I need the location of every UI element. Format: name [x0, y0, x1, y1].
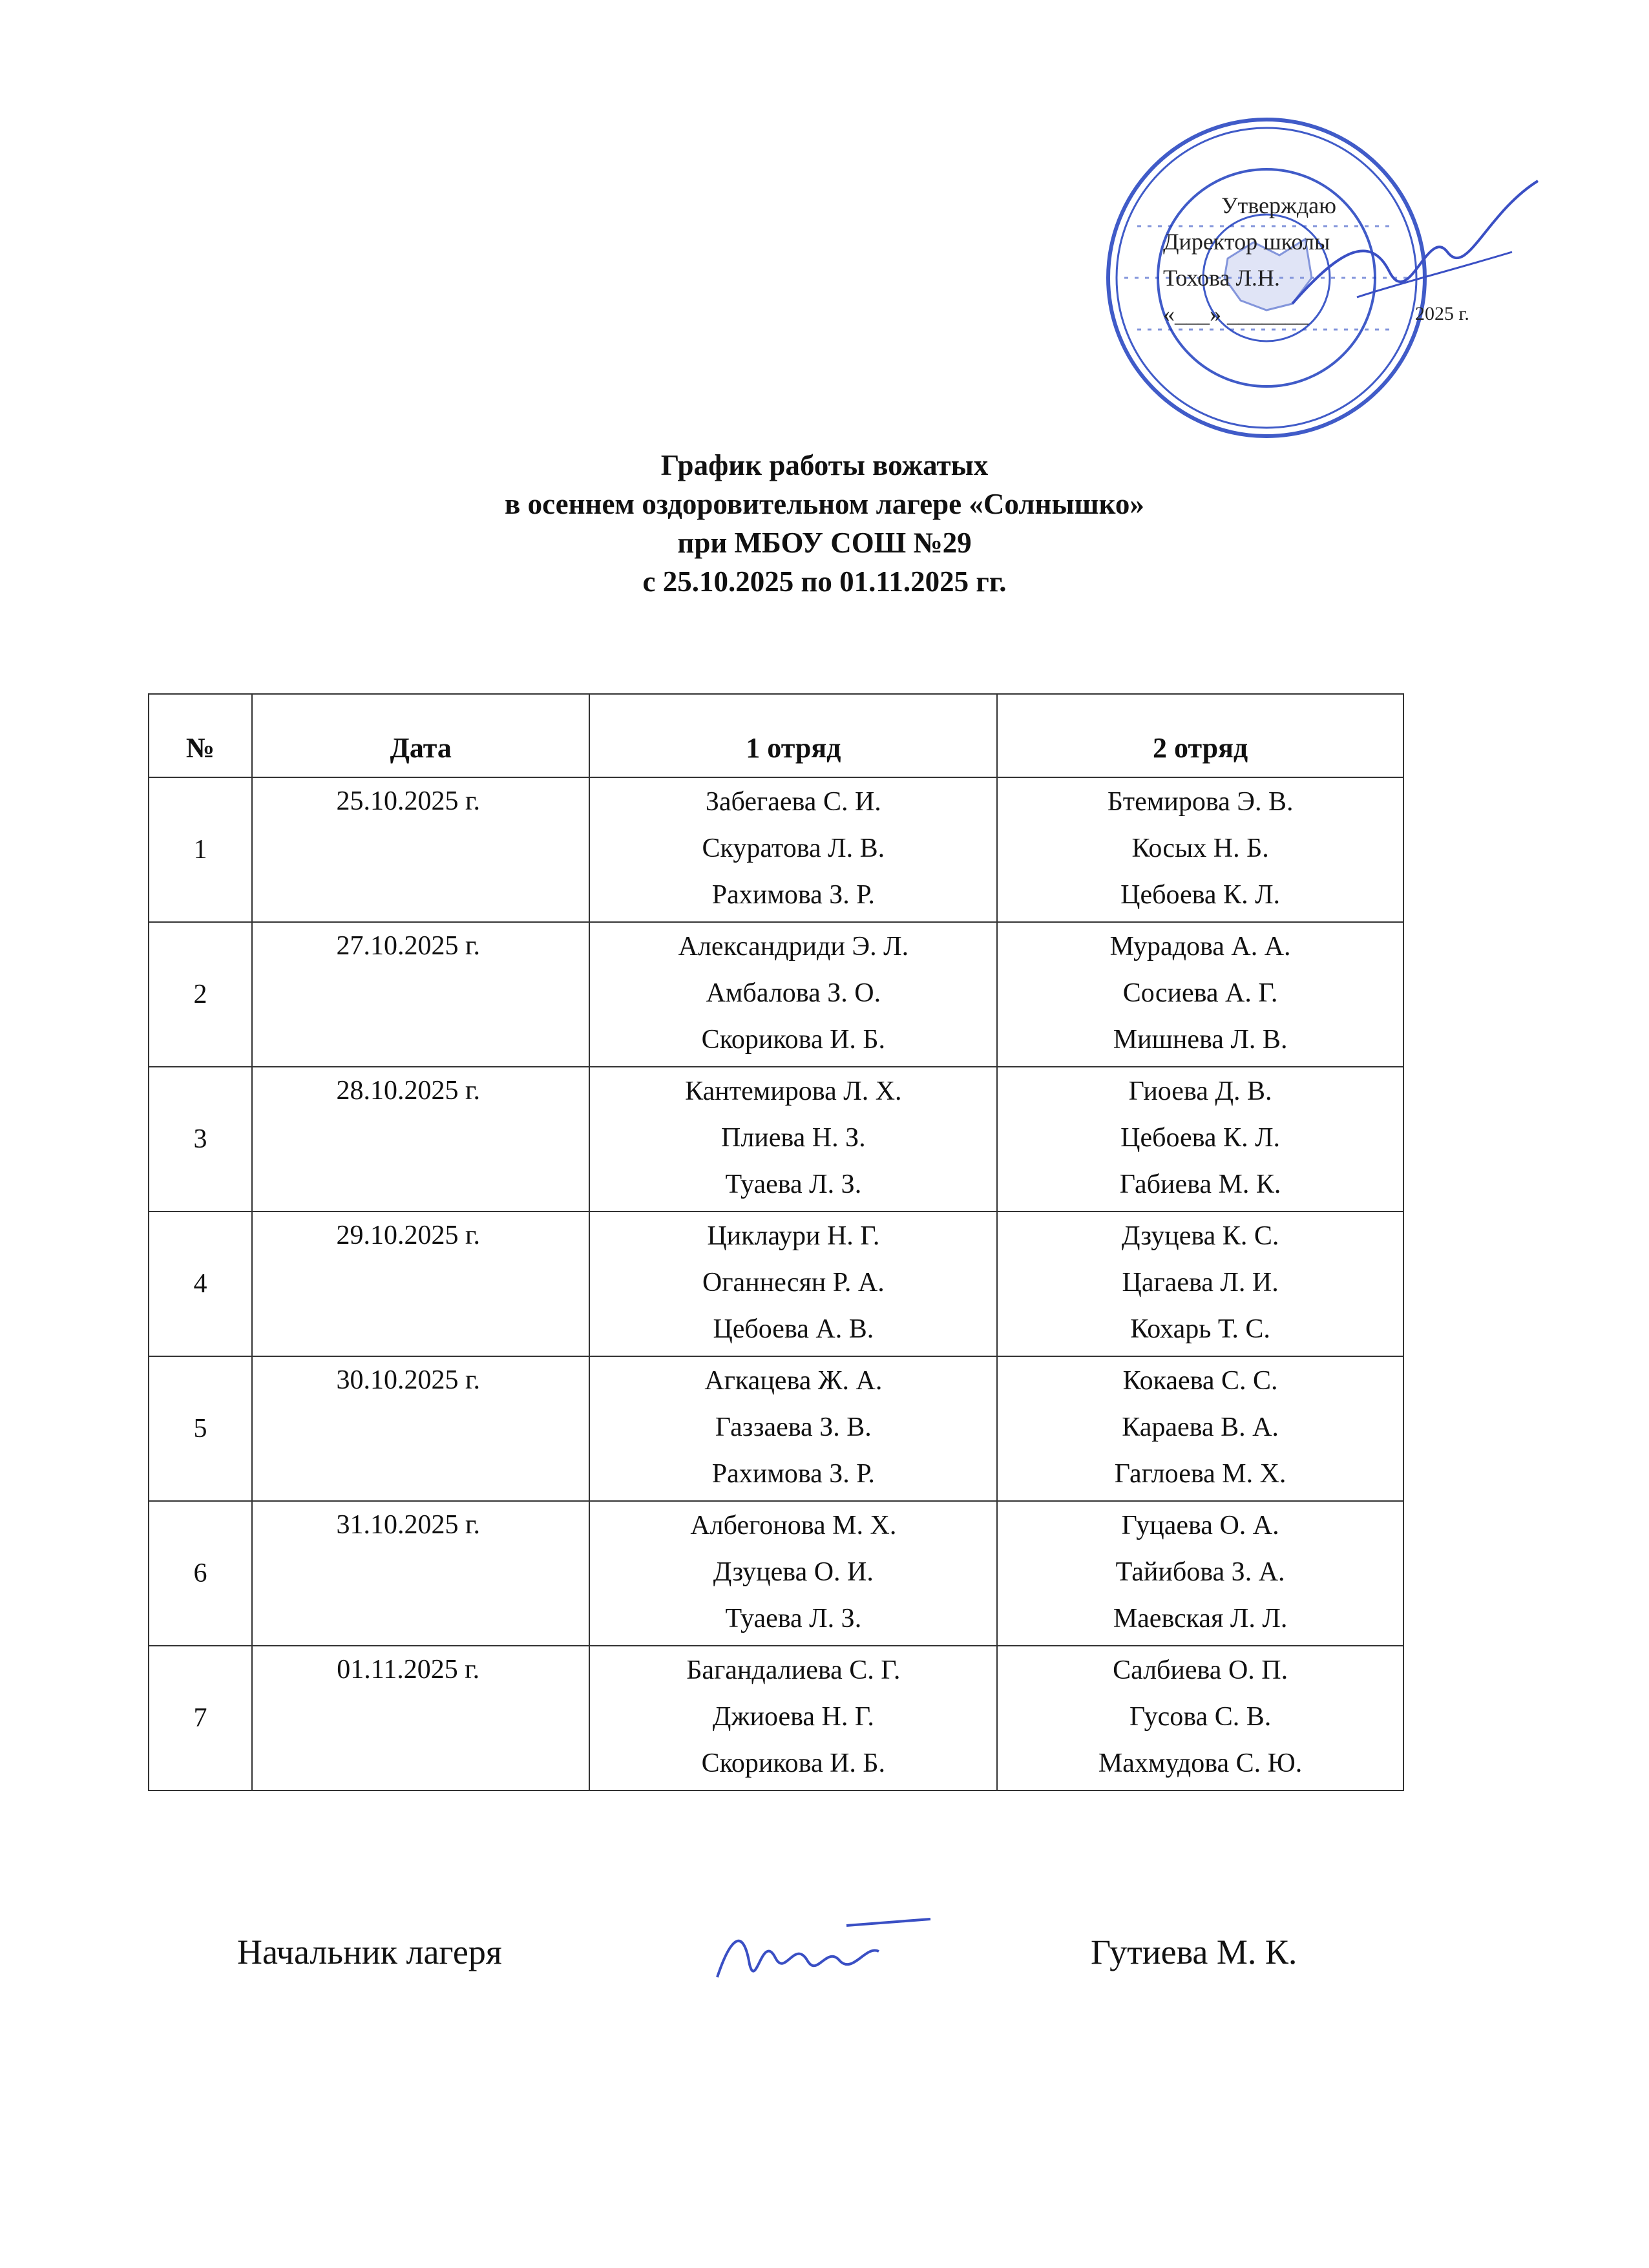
document-title: [0, 446, 1649, 601]
counselor-name: Бтемирова Э. В.: [1107, 787, 1294, 817]
counselor-name: Багандалиева С. Г.: [686, 1655, 901, 1685]
counselor-name: Скорикова И. Б.: [701, 1748, 886, 1778]
row-date: 31.10.2025 г.: [252, 1501, 590, 1646]
counselor-name: Кохарь Т. С.: [1130, 1314, 1270, 1344]
counselor-name: Цебоева К. Л.: [1120, 880, 1281, 910]
counselor-name: Плиева Н. З.: [720, 1123, 866, 1153]
squad-2-names: [997, 1212, 1403, 1356]
counselor-name: Рахимова З. Р.: [711, 880, 875, 910]
camp-head-name: Гутиева М. К.: [1091, 1933, 1297, 1971]
table-row: [149, 1356, 1403, 1501]
squad-1-names: [589, 1356, 997, 1501]
approval-name: Тохова Л.Н.: [1163, 265, 1280, 291]
counselor-name: Рахимова З. Р.: [711, 1459, 875, 1489]
header-squad-1: 1 отряд: [589, 694, 997, 777]
counselor-name: Гиоева Д. В.: [1128, 1076, 1272, 1106]
counselor-name: Туаева Л. З.: [725, 1170, 862, 1199]
counselor-name: Мурадова А. А.: [1109, 932, 1291, 961]
counselor-name: Джиоева Н. Г.: [712, 1702, 874, 1732]
camp-head-title: Начальник лагеря: [237, 1933, 502, 1971]
counselor-name: Александриди Э. Л.: [678, 932, 909, 961]
counselor-name: Циклаури Н. Г.: [707, 1221, 880, 1251]
row-date: 28.10.2025 г.: [252, 1067, 590, 1212]
row-number: 1: [149, 777, 252, 922]
counselor-name: Тайибова З. А.: [1115, 1557, 1285, 1587]
counselor-name: Скорикова И. Б.: [701, 1025, 886, 1055]
counselor-name: Дзуцева О. И.: [713, 1557, 874, 1587]
table-row: [149, 1067, 1403, 1212]
counselor-name: Цебоева А. В.: [713, 1314, 874, 1344]
squad-1-names: [589, 1067, 997, 1212]
counselor-name: Туаева Л. З.: [725, 1604, 862, 1633]
table-header-row: [149, 694, 1403, 777]
squad-1-names: [589, 1212, 997, 1356]
counselor-name: Маевская Л. Л.: [1113, 1604, 1288, 1633]
row-number: 5: [149, 1356, 252, 1501]
table-row: [149, 1646, 1403, 1790]
squad-2-names: [997, 777, 1403, 922]
counselor-name: Амбалова З. О.: [706, 978, 881, 1008]
squad-2-names: [997, 1356, 1403, 1501]
squad-1-names: [589, 1646, 997, 1790]
counselor-name: Дзуцева К. С.: [1121, 1221, 1279, 1251]
squad-2-names: [997, 1646, 1403, 1790]
row-date: 25.10.2025 г.: [252, 777, 590, 922]
counselor-name: Албегонова М. Х.: [690, 1511, 897, 1540]
row-date: 27.10.2025 г.: [252, 922, 590, 1067]
counselor-name: Караева В. А.: [1122, 1412, 1279, 1442]
row-date: 01.11.2025 г.: [252, 1646, 590, 1790]
counselor-name: Цебоева К. Л.: [1120, 1123, 1281, 1153]
approval-title: Утверждаю: [1221, 193, 1337, 218]
counselor-name: Цагаева Л. И.: [1122, 1268, 1279, 1297]
header-squad-2: 2 отряд: [997, 694, 1403, 777]
counselor-name: Салбиева О. П.: [1113, 1655, 1288, 1685]
approval-position: Директор школы: [1163, 229, 1330, 255]
counselor-name: Махмудова С. Ю.: [1098, 1748, 1303, 1778]
counselor-name: Гусова С. В.: [1129, 1702, 1272, 1732]
counselor-name: Скуратова Л. В.: [702, 834, 885, 863]
squad-2-names: [997, 1501, 1403, 1646]
counselor-name: Забегаева С. И.: [705, 787, 881, 817]
counselor-name: Газзаева З. В.: [715, 1412, 872, 1442]
counselor-name: Оганнесян Р. А.: [702, 1268, 885, 1297]
squad-1-names: [589, 1501, 997, 1646]
row-number: 4: [149, 1212, 252, 1356]
counselor-name: Кантемирова Л. Х.: [685, 1076, 902, 1106]
squad-1-names: [589, 922, 997, 1067]
header-number: №: [149, 694, 252, 777]
approval-date-year: 2025 г.: [1415, 303, 1469, 324]
counselor-name: Кокаева С. С.: [1122, 1366, 1278, 1396]
title-line-4: с 25.10.2025 по 01.11.2025 гг.: [642, 565, 1007, 598]
title-line-3: при МБОУ СОШ №29: [677, 527, 972, 559]
row-number: 3: [149, 1067, 252, 1212]
counselor-name: Мишнева Л. В.: [1113, 1025, 1288, 1055]
row-date: 29.10.2025 г.: [252, 1212, 590, 1356]
counselor-name: Гаглоева М. Х.: [1114, 1459, 1287, 1489]
counselor-name: Косых Н. Б.: [1131, 834, 1269, 863]
row-date: 30.10.2025 г.: [252, 1356, 590, 1501]
counselor-name: Габиева М. К.: [1119, 1170, 1281, 1199]
squad-2-names: [997, 922, 1403, 1067]
squad-2-names: [997, 1067, 1403, 1212]
title-line-2: в осеннем оздоровительном лагере «Солнышко»: [505, 488, 1144, 520]
title-line-1: График работы вожатых: [660, 449, 989, 481]
schedule-table: [148, 693, 1404, 1791]
row-number: 7: [149, 1646, 252, 1790]
row-number: 2: [149, 922, 252, 1067]
counselor-name: Гуцаева О. А.: [1121, 1511, 1279, 1540]
table-row: [149, 1501, 1403, 1646]
table-row: [149, 777, 1403, 922]
approval-date-blank: «___» _______: [1163, 301, 1308, 327]
table-row: [149, 922, 1403, 1067]
counselor-name: Сосиева А. Г.: [1122, 978, 1278, 1008]
row-number: 6: [149, 1501, 252, 1646]
counselor-name: Агкацева Ж. А.: [704, 1366, 883, 1396]
header-date: Дата: [252, 694, 590, 777]
camp-head-signature: [704, 1900, 937, 1997]
squad-1-names: [589, 777, 997, 922]
director-signature: [1279, 174, 1551, 342]
table-row: [149, 1212, 1403, 1356]
